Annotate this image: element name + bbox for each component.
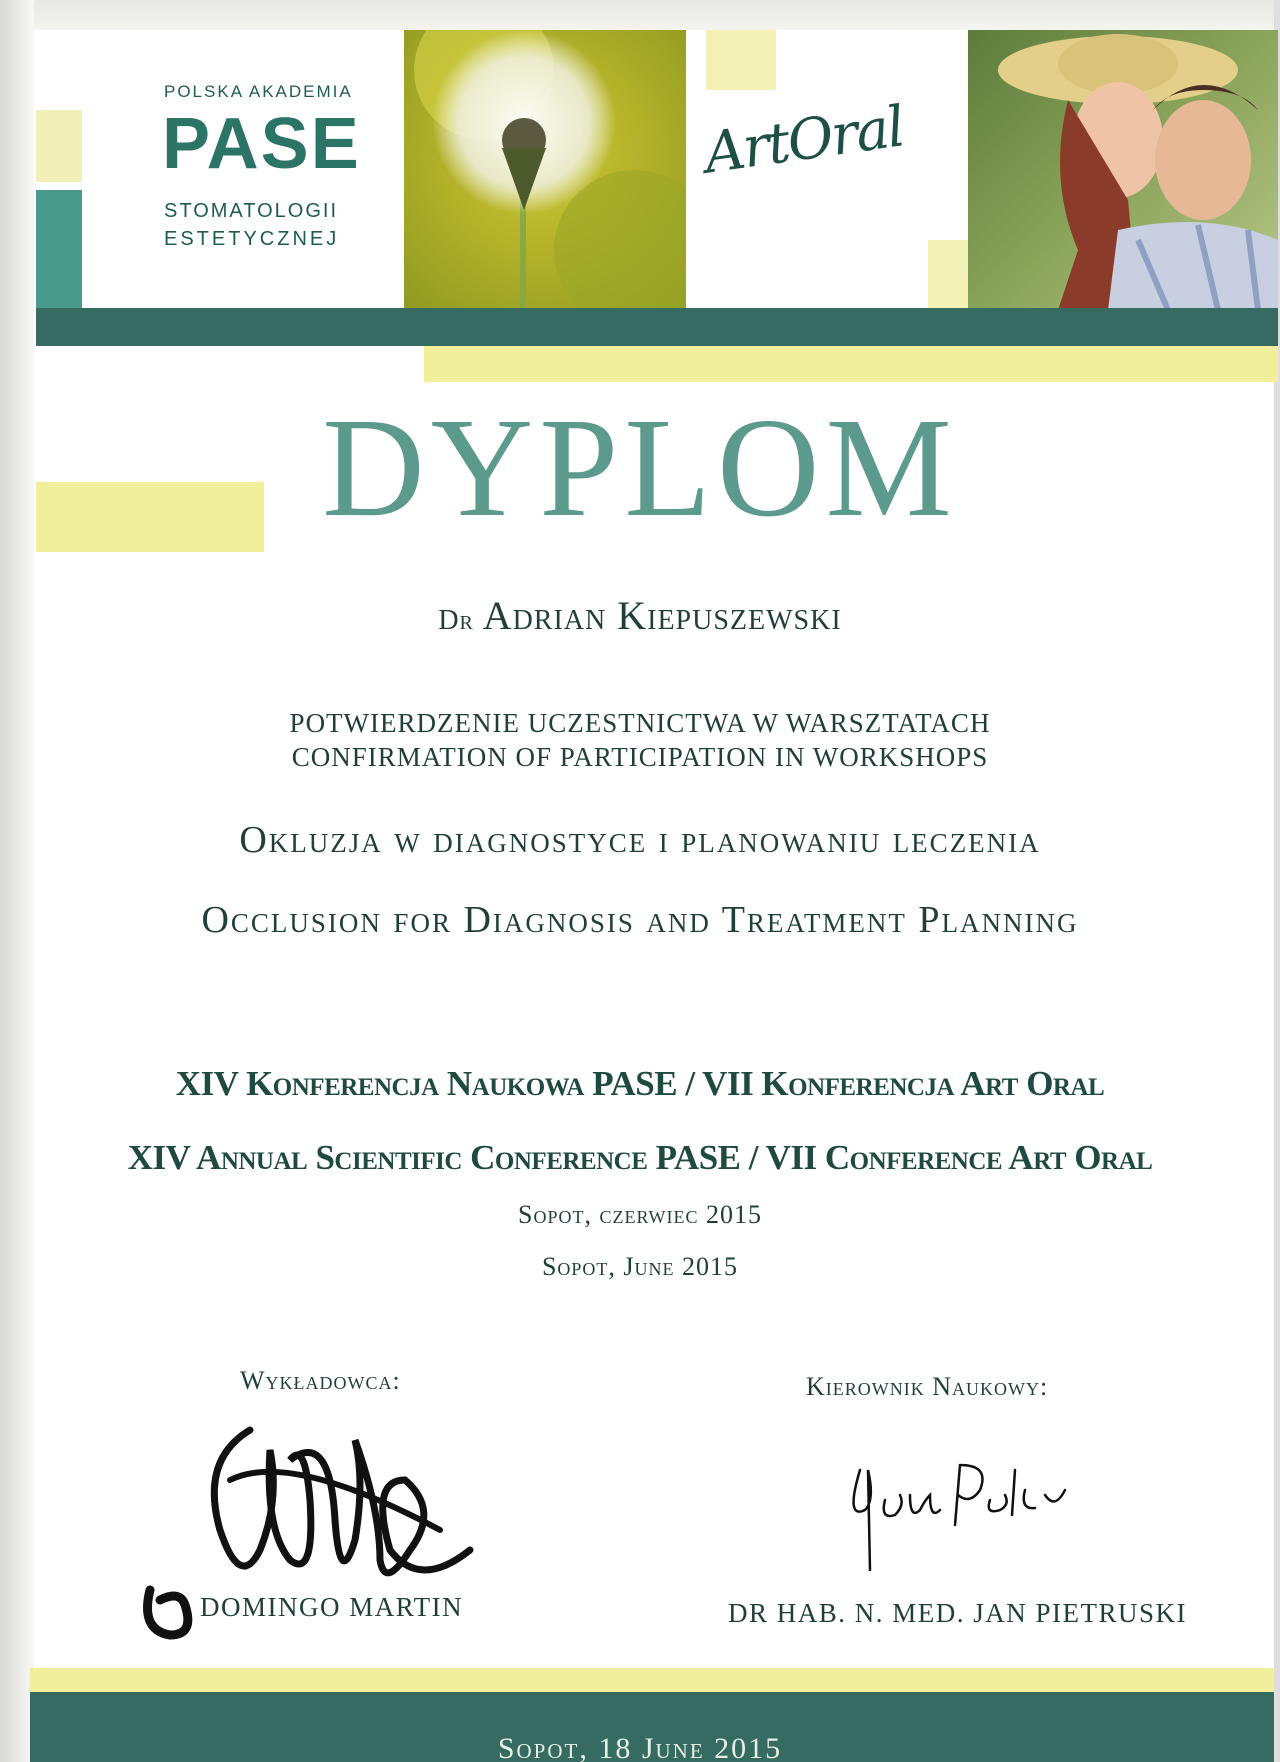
couple-photo [968, 30, 1278, 310]
workshop-title-en: Occlusion for Diagnosis and Treatment Planning [201, 899, 1079, 941]
lecturer-label: Wykładowca: [240, 1366, 401, 1395]
footer-band-yellow [30, 1668, 1274, 1692]
header-banner [36, 30, 1278, 310]
event-date-en: Sopot, June 2015 [541, 1252, 739, 1281]
header-band-teal [36, 308, 1278, 346]
confirmation-pl: POTWIERDZENIE UCZESTNICTWA W WARSZTATACH [289, 708, 991, 738]
artoral-deco [928, 240, 968, 310]
footer-date: Sopot, 18 June 2015 [497, 1732, 783, 1762]
workshop-title-pl: Okluzja w diagnostyce i planowaniu leczenia [239, 819, 1041, 861]
artoral-logo-text: ArtOral [700, 94, 908, 187]
header-band-yellow [424, 346, 1278, 382]
logo-line1: POLSKA AKADEMIA [164, 82, 353, 101]
event-title-en: XIV Annual Scientific Conference PASE / VII Conference Art Oral [127, 1138, 1153, 1177]
recipient-prefix: Dr [438, 605, 474, 636]
recipient-fullname: Adrian Kiepuszewski [482, 593, 842, 638]
director-name: DR HAB. N. MED. JAN PIETRUSKI [728, 1598, 1188, 1628]
dandelion-photo [404, 30, 686, 310]
artoral-deco [706, 30, 776, 90]
logo-line3: ESTETYCZNEJ [164, 228, 340, 250]
director-signature [840, 1450, 1080, 1580]
event-date-pl: Sopot, czerwiec 2015 [518, 1200, 762, 1229]
event-title-pl: XIV Konferencja Naukowa PASE / VII Konferencja Art Oral [175, 1064, 1105, 1103]
diploma-title: DYPLOM [322, 388, 958, 546]
recipient-name [0, 592, 1280, 639]
scientific-director-label: Kierownik Naukowy: [806, 1372, 1049, 1401]
logo-line2: STOMATOLOGII [164, 200, 339, 222]
logo-main: PASE [162, 104, 361, 184]
scan-edge-top [0, 0, 1280, 30]
header-deco-teal [36, 190, 82, 310]
header-deco-yellow [36, 110, 82, 182]
artoral-logo [686, 30, 968, 310]
confirmation-en: CONFIRMATION OF PARTICIPATION IN WORKSHOPS [291, 742, 989, 772]
lecturer-name: DOMINGO MARTIN [200, 1592, 464, 1622]
scan-edge-left [0, 0, 34, 1762]
pase-logo [82, 30, 404, 310]
